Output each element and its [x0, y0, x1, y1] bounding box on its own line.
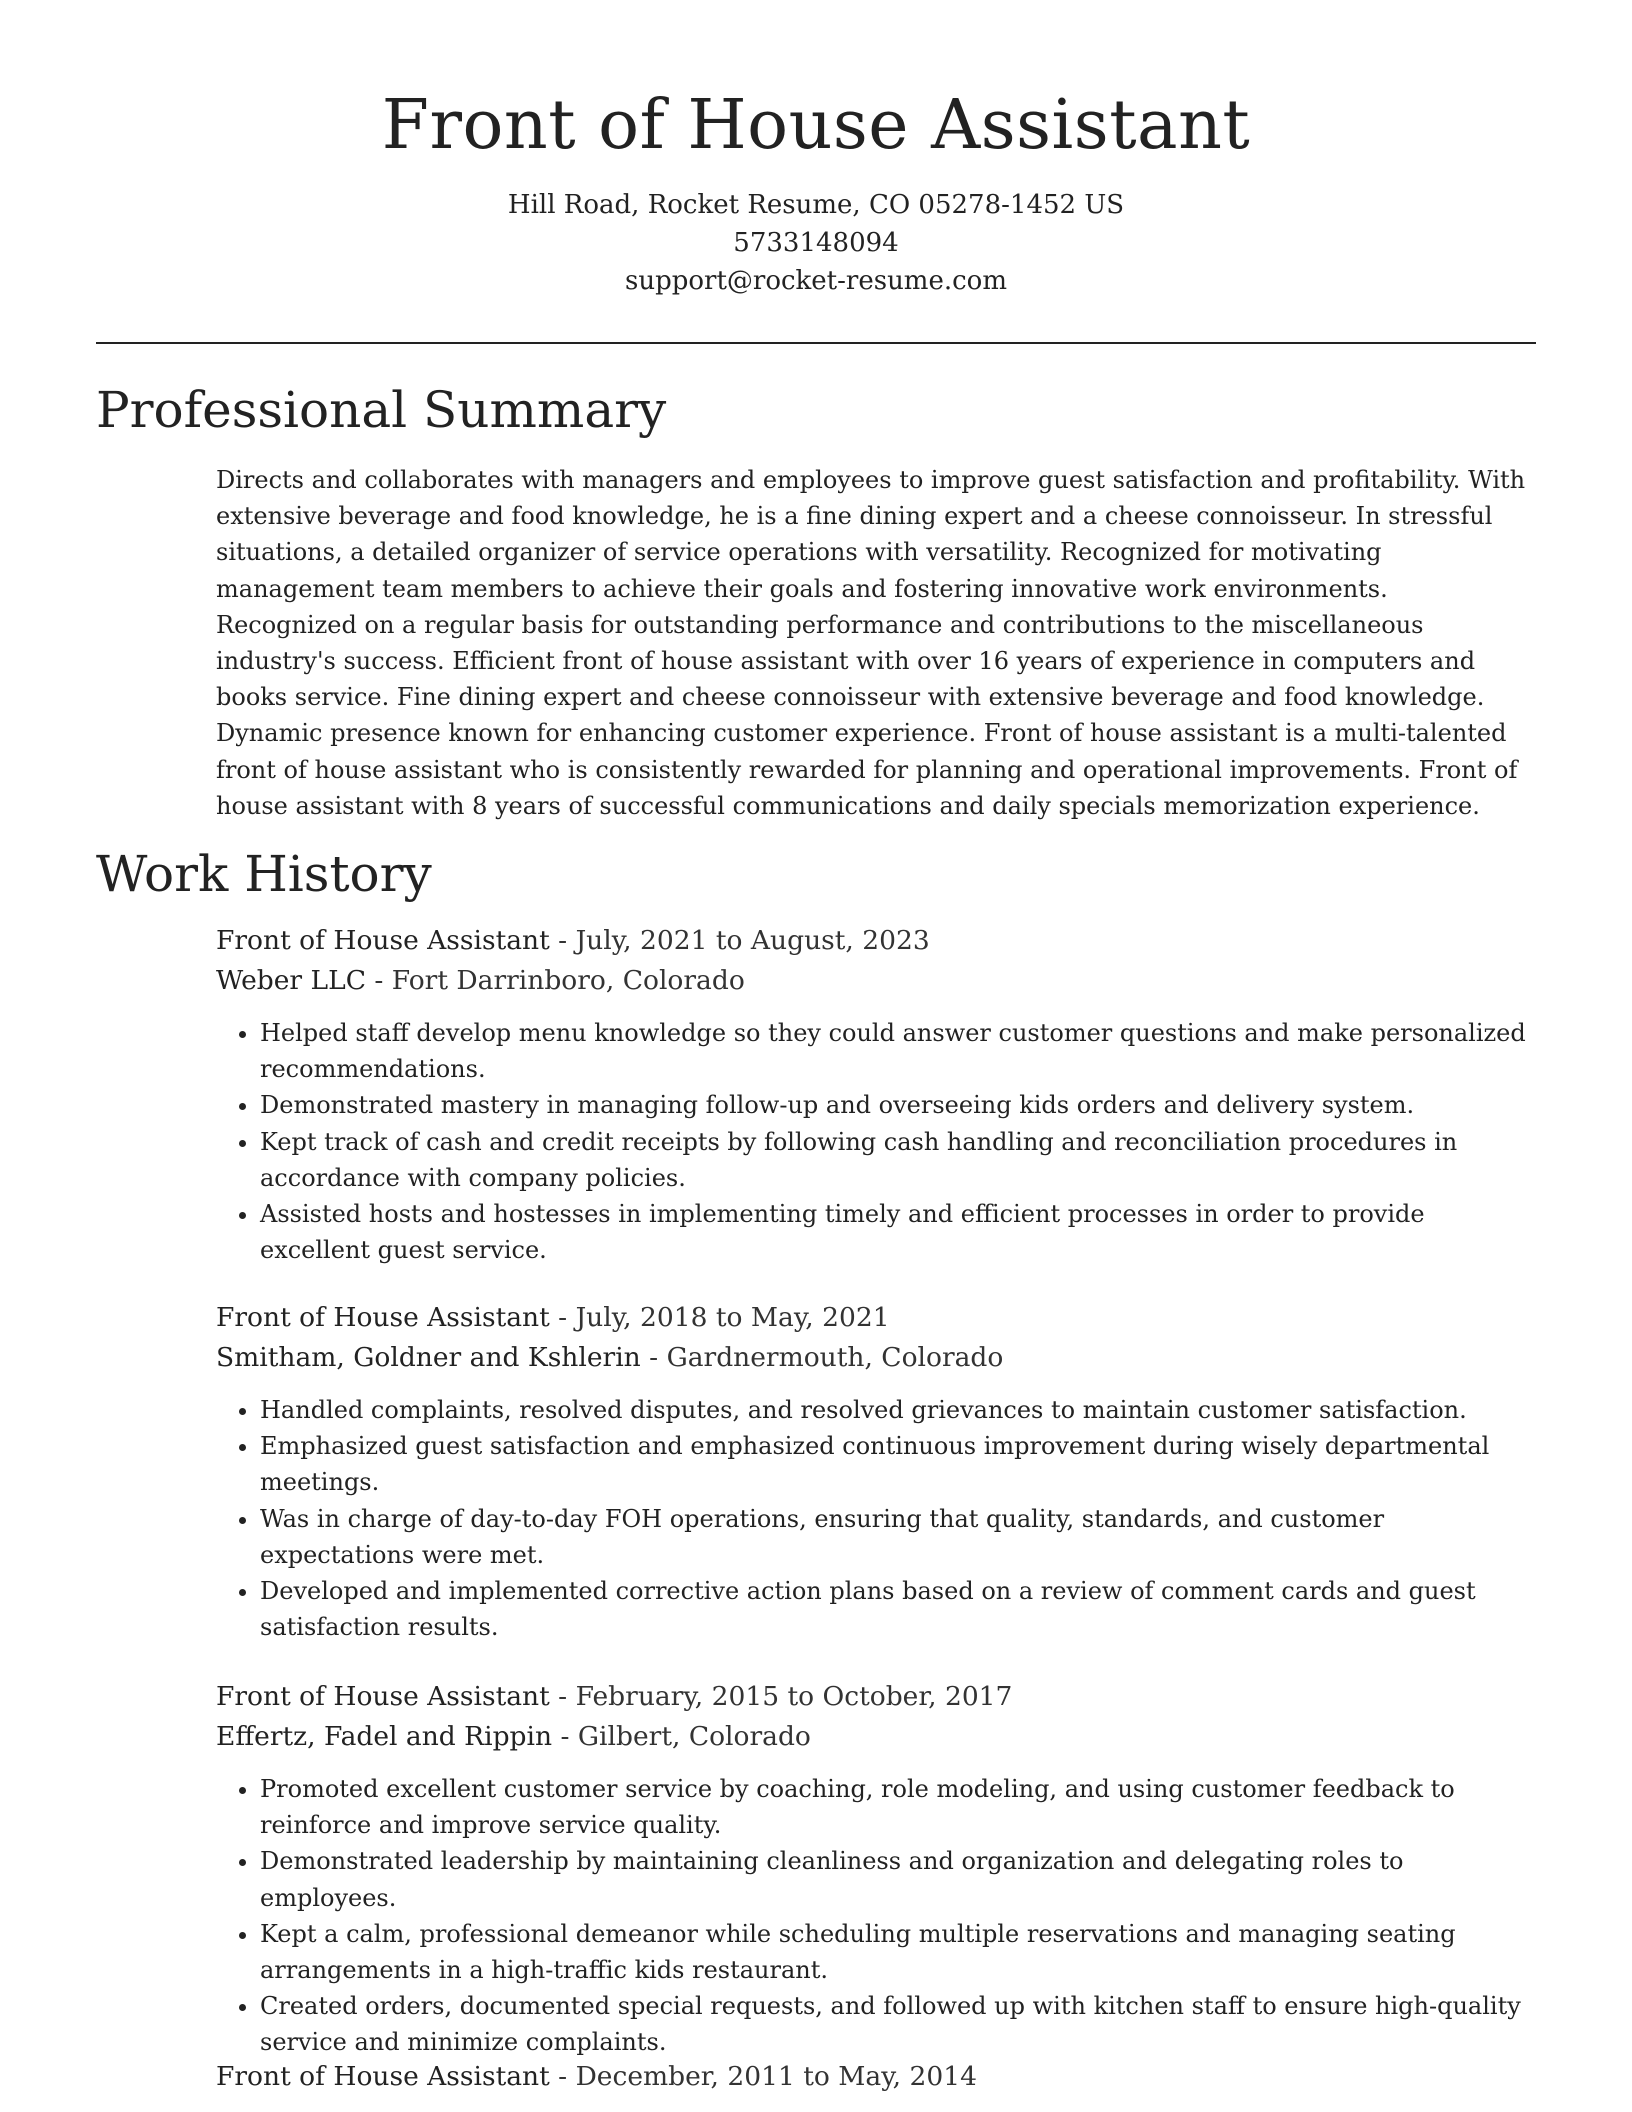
job-title: Front of House Assistant	[216, 925, 550, 956]
separator: -	[640, 1342, 667, 1373]
job-entry	[216, 1677, 1536, 2061]
job-dates: July, 2018 to May, 2021	[575, 1302, 890, 1333]
job-entry	[216, 2057, 1536, 2097]
contact-address: Hill Road, Rocket Resume, CO 05278-1452 US	[507, 190, 1125, 220]
company-name: Weber LLC	[216, 965, 366, 996]
company-name: Smitham, Goldner and Kshlerin	[216, 1342, 641, 1373]
separator: -	[552, 1721, 578, 1752]
contact-email: support@rocket-resume.com	[624, 266, 1007, 296]
bullet-item: • Demonstrated mastery in managing follow-up and overseeing kids orders and delivery system.	[260, 1087, 1536, 1123]
job-title: Front of House Assistant	[216, 1681, 550, 1712]
job-entry	[216, 1298, 1536, 1645]
company-location: Fort Darrinboro, Colorado	[391, 965, 745, 996]
job-bullets	[216, 1392, 1536, 1645]
job-title: Front of House Assistant	[216, 2061, 550, 2092]
bullet-item: • Created orders, documented special requests, and followed up with kitchen staff to ensure high-quality service and minimize complaints.	[260, 1988, 1536, 2060]
summary-text: Directs and collaborates with managers and employees to improve guest satisfaction and profitability. With extensive beverage and food knowledge, he is a fine dining expert and a cheese connoisseur. In stressful situations, a detailed organizer of service operations with versatility. Recognized for motivating management team members to achieve their goals and fostering innovative work environments. Recognized on a regular basis for outstanding performance and contributions to the miscellaneous industry's success. Efficient front of house assistant with over 16 years of experience in computers and books service. Fine dining expert and cheese connoisseur with extensive beverage and food knowledge. Dynamic presence known for enhancing customer experience. Front of house assistant is a multi-talented front of house assistant who is consistently rewarded for planning and operational improvements. Front of house assistant with 8 years of successful communications and daily specials memorization experience.	[216, 466, 1526, 820]
separator: -	[549, 1681, 576, 1712]
job-title-line	[216, 921, 1536, 961]
separator: -	[549, 1302, 576, 1333]
job-title-line	[216, 1298, 1536, 1338]
job-dates: December, 2011 to May, 2014	[575, 2061, 977, 2092]
company-line	[216, 1338, 1536, 1378]
bullet-item: • Was in charge of day-to-day FOH operations, ensuring that quality, standards, and customer expectations were met.	[260, 1501, 1536, 1573]
job-title-line	[216, 1677, 1536, 1717]
job-dates: February, 2015 to October, 2017	[575, 1681, 1013, 1712]
bullet-item: • Kept a calm, professional demeanor while scheduling multiple reservations and managing seating arrangements in a high-traffic kids restaurant.	[260, 1916, 1536, 1988]
separator: -	[549, 2061, 576, 2092]
company-location: Gilbert, Colorado	[577, 1721, 811, 1752]
bullet-item: • Kept track of cash and credit receipts by following cash handling and reconciliation procedures in accordance with company policies.	[260, 1124, 1536, 1196]
job-entry	[216, 921, 1536, 1268]
resume-name: Front of House Assistant	[381, 86, 1251, 165]
bullet-item: • Handled complaints, resolved disputes, and resolved grievances to maintain customer satisfaction.	[260, 1392, 1536, 1428]
company-name: Effertz, Fadel and Rippin	[216, 1721, 553, 1752]
company-location: Gardnermouth, Colorado	[666, 1342, 1004, 1373]
summary-heading: Professional Summary	[96, 381, 667, 439]
job-title-line	[216, 2057, 1536, 2097]
company-line	[216, 1717, 1536, 1757]
bullet-item: • Helped staff develop menu knowledge so they could answer customer questions and make personalized recommendations.	[260, 1015, 1536, 1087]
bullet-item: • Emphasized guest satisfaction and emphasized continuous improvement during wisely departmental meetings.	[260, 1428, 1536, 1500]
bullet-item: • Assisted hosts and hostesses in implementing timely and efficient processes in order to provide excellent guest service.	[260, 1196, 1536, 1268]
bullet-item: • Developed and implemented corrective action plans based on a review of comment cards and guest satisfaction results.	[260, 1573, 1536, 1645]
header-divider	[96, 342, 1536, 344]
job-dates: July, 2021 to August, 2023	[575, 925, 930, 956]
contact-phone: 5733148094	[733, 228, 899, 258]
work-history-heading: Work History	[96, 845, 432, 903]
bullet-item: • Promoted excellent customer service by coaching, role modeling, and using customer feedback to reinforce and improve service quality.	[260, 1771, 1536, 1843]
company-line	[216, 961, 1536, 1001]
bullet-item: • Demonstrated leadership by maintaining cleanliness and organization and delegating roles to employees.	[260, 1843, 1536, 1915]
separator: -	[549, 925, 576, 956]
job-title: Front of House Assistant	[216, 1302, 550, 1333]
job-bullets	[216, 1771, 1536, 2061]
separator: -	[365, 965, 392, 996]
resume-header	[96, 80, 1536, 300]
job-bullets	[216, 1015, 1536, 1268]
